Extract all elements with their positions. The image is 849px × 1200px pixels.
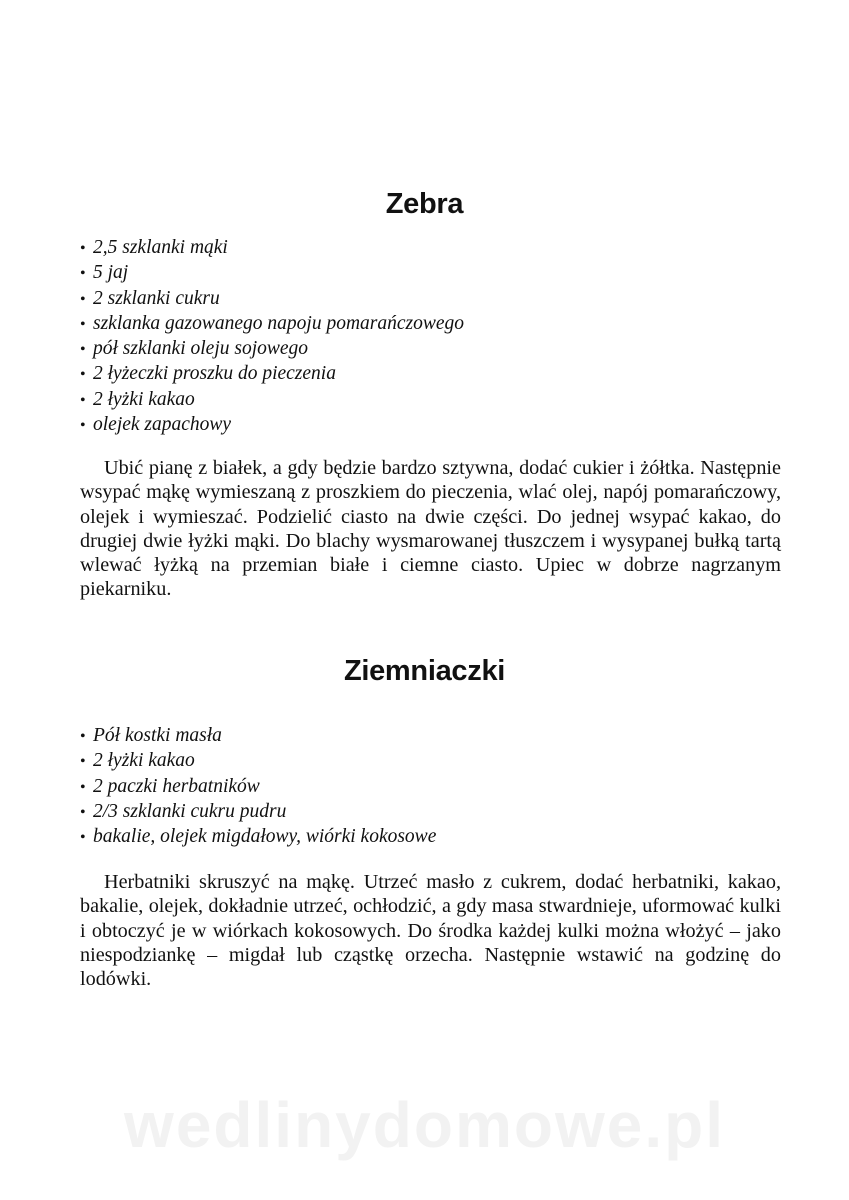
ingredient-item: • bakalie, olejek migdałowy, wiórki kokosowe — [80, 825, 436, 850]
ingredient-item: • pół szklanki oleju sojowego — [80, 337, 464, 362]
ingredient-list-ziemniaczki — [80, 724, 436, 850]
bullet-icon: • — [80, 315, 86, 333]
ingredient-list-zebra — [80, 236, 464, 438]
bullet-icon: • — [80, 391, 86, 409]
ingredient-item: • 5 jaj — [80, 261, 464, 286]
ingredient-item: • 2 paczki herbatników — [80, 775, 436, 800]
ingredient-item: • 2,5 szklanki mąki — [80, 236, 464, 261]
instructions-zebra: Ubić pianę z białek, a gdy będzie bardzo sztywna, dodać cukier i żółtka. Następnie wsypać mąkę wymieszaną z proszkiem do pieczenia, wlać olej, napój pomarańczowy, olejek i wymieszać. Podzielić ciasto na dwie części. Do jednej wsypać kakao, do drugiej dwie łyżki mąki. Do blachy wysmarowanej tłuszczem i wysypanej bułką tartą wlewać łyżką na przemian białe i ciemne ciasto. Upiec w dobrze nagrzanym piekarniku. — [80, 457, 781, 601]
bullet-icon: • — [80, 728, 86, 745]
recipe-title-ziemniaczki: Ziemniaczki — [343, 655, 506, 687]
bullet-icon: • — [80, 341, 86, 359]
ingredient-item: • 2 łyżki kakao — [80, 749, 436, 774]
ingredient-item: • 2/3 szklanki cukru pudru — [80, 800, 436, 825]
ingredient-item: • 2 łyżeczki proszku do pieczenia — [80, 362, 464, 387]
ingredient-item: • Pół kostki masła — [80, 724, 436, 749]
bullet-icon: • — [80, 265, 86, 283]
recipe-title-zebra: Zebra — [385, 188, 464, 220]
ingredient-item: • 2 szklanki cukru — [80, 287, 464, 312]
watermark: wedlinydomowe.pl — [124, 1089, 725, 1161]
bullet-icon: • — [80, 829, 86, 847]
bullet-icon: • — [80, 803, 86, 821]
ingredient-item: • olejek zapachowy — [80, 413, 464, 438]
ingredient-item: • 2 łyżki kakao — [80, 388, 464, 413]
bullet-icon: • — [80, 778, 86, 796]
bullet-icon: • — [80, 366, 86, 384]
bullet-icon: • — [80, 290, 86, 308]
instructions-ziemniaczki: Herbatniki skruszyć na mąkę. Utrzeć masło z cukrem, dodać herbatniki, kakao, bakalie, olejek, dokładnie utrzeć, ochłodzić, a gdy masa stwardnieje, uformować kulki i obtoczyć je w wiórkach kokosowych. Do środka każdej kulki można włożyć – jako niespodziankę – migdał lub cząstkę orzecha. Następnie wstawić na godzinę do lodówki. — [80, 871, 781, 991]
bullet-icon: • — [80, 240, 86, 257]
bullet-icon: • — [80, 753, 86, 771]
ingredient-item: • szklanka gazowanego napoju pomarańczowego — [80, 312, 464, 337]
bullet-icon: • — [80, 417, 86, 435]
